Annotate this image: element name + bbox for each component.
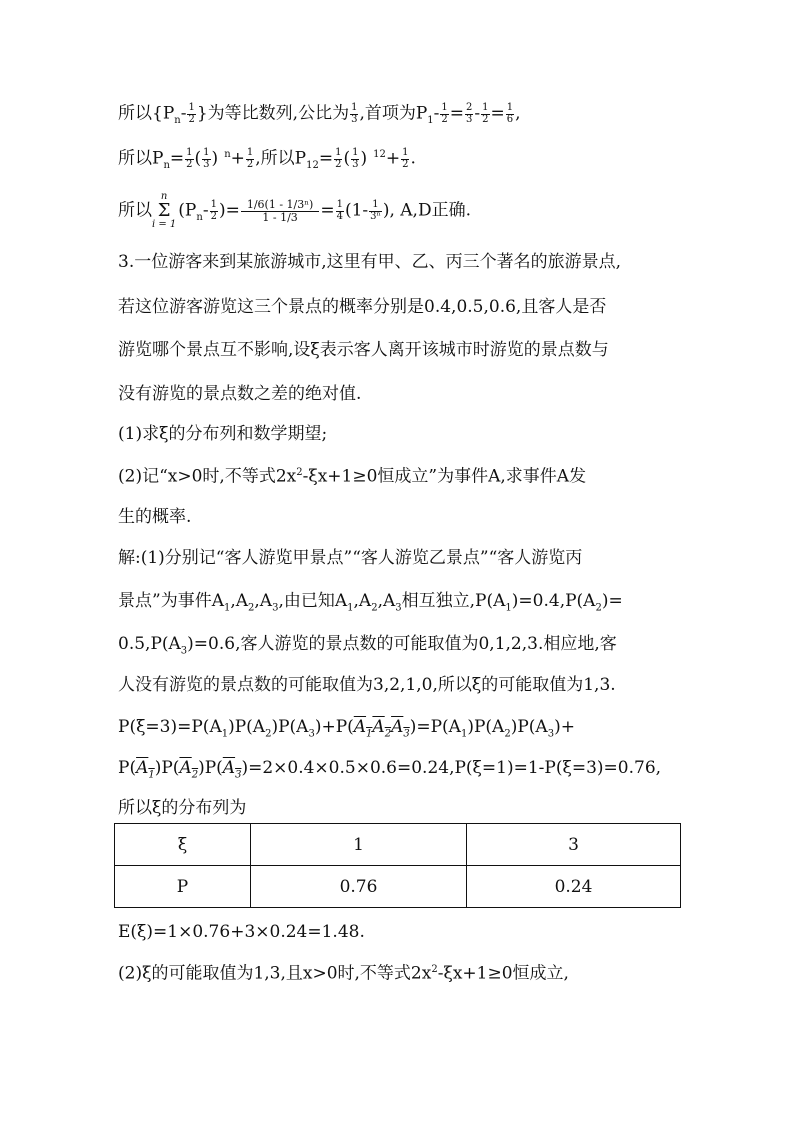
formula-line-pn bbox=[118, 148, 416, 171]
subscript: 2 bbox=[384, 728, 392, 740]
fraction bbox=[465, 103, 473, 125]
text: ) bbox=[360, 148, 368, 169]
text: ,A bbox=[254, 591, 273, 611]
text: ( bbox=[343, 148, 351, 169]
numerator: 2 bbox=[466, 102, 473, 113]
text: 所以P bbox=[118, 148, 164, 169]
text: ) bbox=[211, 148, 219, 169]
text: 相互独立,P(A bbox=[401, 591, 506, 611]
fraction bbox=[506, 103, 514, 125]
numerator: 1 bbox=[336, 199, 343, 210]
numerator: 1/6(1 - 1/3ⁿ) bbox=[241, 199, 319, 212]
numerator: 1 bbox=[441, 102, 448, 113]
solution-text bbox=[118, 719, 575, 739]
text: A bbox=[179, 758, 192, 778]
text: )P(A bbox=[271, 717, 309, 737]
text: ), A,D正确. bbox=[382, 200, 471, 221]
subscript: 2 bbox=[248, 602, 255, 614]
text: )=0.4,P(A bbox=[511, 591, 596, 611]
text: ,A bbox=[353, 591, 372, 611]
fraction bbox=[440, 103, 448, 125]
text: = bbox=[449, 103, 465, 124]
text: A bbox=[136, 758, 149, 778]
subscript: 1 bbox=[347, 602, 354, 614]
text: ,首项为P bbox=[359, 103, 428, 124]
table-header-cell: 3 bbox=[467, 824, 681, 866]
fraction bbox=[202, 148, 210, 170]
solution-text: 所以ξ的分布列为 bbox=[118, 798, 247, 818]
text: + bbox=[230, 148, 245, 169]
question-1: (1)求ξ的分布列和数学期望; bbox=[118, 424, 328, 444]
fraction bbox=[185, 148, 193, 170]
summation bbox=[152, 192, 176, 230]
numerator: 1 bbox=[352, 147, 359, 158]
text: (P bbox=[178, 200, 197, 221]
subscript: 3 bbox=[308, 728, 315, 740]
solution-text bbox=[118, 636, 617, 656]
text: = bbox=[169, 148, 185, 169]
fraction bbox=[401, 148, 409, 170]
text: -ξx+1≥0恒成立”为事件A,求事件A发 bbox=[302, 466, 587, 487]
denominator: 2 bbox=[188, 113, 195, 125]
text: )=2×0.4×0.5×0.6=0.24,P(ξ=1)=1-P(ξ=3)=0.76, bbox=[241, 758, 662, 778]
denominator: 3 bbox=[203, 158, 210, 170]
text: - bbox=[202, 200, 209, 221]
superscript: 12 bbox=[373, 148, 386, 160]
subscript: 2 bbox=[371, 602, 378, 614]
problem-text: 没有游览的景点数之差的绝对值. bbox=[118, 384, 362, 404]
numerator: 1 bbox=[369, 200, 382, 212]
formula-line-geometric bbox=[118, 103, 521, 126]
text: )=P(A bbox=[409, 717, 461, 737]
text: ,由已知A bbox=[278, 591, 348, 611]
text: P( bbox=[118, 758, 137, 778]
subscript: n bbox=[163, 159, 170, 171]
subscript: 3 bbox=[403, 728, 410, 740]
table-header-cell: ξ bbox=[115, 824, 251, 866]
text: = bbox=[318, 148, 334, 169]
numerator: 1 bbox=[203, 147, 210, 158]
fraction bbox=[246, 148, 254, 170]
subscript: n bbox=[174, 114, 181, 126]
denominator: 1 - 1/3 bbox=[262, 210, 298, 224]
text: 所以{P bbox=[118, 103, 175, 124]
table-row bbox=[115, 866, 681, 908]
subscript: 3 bbox=[180, 645, 188, 657]
fraction bbox=[334, 148, 342, 170]
solution-text bbox=[118, 965, 569, 983]
subscript: 3 bbox=[235, 769, 242, 781]
text: )+P( bbox=[314, 717, 354, 737]
denominator: 4 bbox=[336, 210, 343, 222]
subscript: 2 bbox=[504, 728, 511, 740]
subscript: 3 bbox=[272, 602, 279, 614]
problem-text: 3.一位游客来到某旅游城市,这里有甲、乙、丙三个著名的旅游景点, bbox=[118, 252, 622, 272]
table-cell: 0.24 bbox=[467, 866, 681, 908]
fraction bbox=[336, 200, 344, 222]
text: A bbox=[222, 758, 236, 778]
text: - bbox=[433, 103, 440, 124]
denominator: 2 bbox=[210, 210, 217, 222]
distribution-table bbox=[114, 823, 681, 908]
numerator: 1 bbox=[246, 147, 254, 158]
question-2 bbox=[118, 468, 586, 486]
numerator: 1 bbox=[186, 147, 193, 158]
table-header-cell: 1 bbox=[251, 824, 467, 866]
superscript: n bbox=[224, 148, 231, 160]
text: )P(A bbox=[228, 717, 266, 737]
problem-text: 游览哪个景点互不影响,设ξ表示客人离开该城市时游览的景点数与 bbox=[118, 340, 609, 360]
text: )+ bbox=[554, 717, 575, 737]
text: ( bbox=[194, 148, 202, 169]
subscript: 1 bbox=[223, 602, 231, 614]
subscript: 1 bbox=[460, 728, 468, 740]
numerator: 1 bbox=[482, 102, 489, 113]
subscript: 12 bbox=[306, 159, 319, 171]
fraction bbox=[369, 200, 382, 222]
overline-term bbox=[353, 717, 410, 740]
denominator: 3ⁿ bbox=[370, 210, 381, 222]
overline-term bbox=[222, 758, 242, 781]
question-2-cont: 生的概率. bbox=[118, 507, 192, 527]
subscript: 1 bbox=[427, 114, 434, 126]
expectation-line: E(ξ)=1×0.76+3×0.24=1.48. bbox=[118, 922, 365, 942]
text: A bbox=[391, 717, 404, 737]
denominator: 2 bbox=[186, 158, 193, 170]
subscript: 3 bbox=[395, 602, 402, 614]
denominator: 2 bbox=[441, 113, 448, 125]
subscript: 2 bbox=[191, 769, 199, 781]
denominator: 2 bbox=[482, 113, 489, 125]
table-cell: 0.76 bbox=[251, 866, 467, 908]
text: )P(A bbox=[510, 717, 548, 737]
problem-text: 若这位游客游览这三个景点的概率分别是0.4,0.5,0.6,且客人是否 bbox=[118, 297, 607, 317]
subscript: 1 bbox=[221, 728, 229, 740]
text: = bbox=[225, 200, 240, 221]
text: -ξx+1≥0恒成立, bbox=[437, 963, 569, 984]
subscript: 1 bbox=[505, 602, 512, 614]
overline-term bbox=[136, 758, 155, 781]
denominator: 3 bbox=[351, 113, 358, 125]
solution-text bbox=[118, 760, 661, 780]
text: ,A bbox=[230, 591, 249, 611]
text: ,A bbox=[377, 591, 396, 611]
text: )= bbox=[601, 591, 623, 611]
numerator: 1 bbox=[506, 102, 514, 113]
text: A bbox=[353, 717, 367, 737]
table-row bbox=[115, 824, 681, 866]
text: (2)ξ的可能取值为1,3,且x>0时,不等式2x bbox=[118, 963, 432, 984]
text: = bbox=[490, 103, 505, 124]
solution-text bbox=[118, 593, 623, 613]
numerator: 1 bbox=[210, 199, 217, 210]
denominator: 2 bbox=[335, 158, 342, 170]
text: = bbox=[320, 200, 335, 221]
denominator: 2 bbox=[402, 158, 409, 170]
text: + bbox=[385, 148, 401, 169]
subscript: 1 bbox=[148, 769, 155, 781]
overline-term bbox=[179, 758, 199, 781]
text: P(ξ=3)=P(A bbox=[118, 717, 222, 737]
text: - bbox=[180, 103, 187, 124]
text: ) bbox=[218, 200, 226, 221]
text: 0.5,P(A bbox=[118, 634, 181, 654]
solution-text: 解:(1)分别记“客人游览甲景点”“客人游览乙景点”“客人游览丙 bbox=[118, 548, 583, 568]
text: ,所以P bbox=[255, 148, 307, 169]
text: )=0.6,客人游览的景点数的可能取值为0,1,2,3.相应地,客 bbox=[187, 634, 617, 654]
text: (1- bbox=[344, 200, 369, 221]
fraction bbox=[351, 148, 359, 170]
formula-line-sum bbox=[118, 192, 471, 230]
sum-lower: i = 1 bbox=[152, 219, 177, 230]
text: 所以 bbox=[118, 200, 152, 221]
numerator: 1 bbox=[188, 102, 195, 113]
subscript: 1 bbox=[366, 728, 373, 740]
subscript: n bbox=[196, 211, 203, 223]
subscript: 2 bbox=[265, 728, 272, 740]
text: . bbox=[410, 148, 416, 169]
denominator: 3 bbox=[352, 158, 359, 170]
text: (2)记“x>0时,不等式2x bbox=[118, 466, 297, 487]
sum-upper: n bbox=[160, 191, 168, 202]
fraction bbox=[481, 103, 489, 125]
text: 景点”为事件A bbox=[118, 591, 224, 611]
numerator: 1 bbox=[335, 147, 342, 158]
text: )P(A bbox=[467, 717, 505, 737]
text: - bbox=[474, 103, 481, 124]
text: )P( bbox=[154, 758, 180, 778]
numerator: 1 bbox=[402, 147, 409, 158]
text: )P( bbox=[198, 758, 223, 778]
text: A bbox=[372, 717, 385, 737]
superscript: 2 bbox=[296, 467, 303, 478]
fraction bbox=[350, 103, 358, 125]
subscript: 2 bbox=[595, 602, 602, 614]
superscript: 2 bbox=[431, 964, 438, 975]
denominator: 6 bbox=[506, 113, 514, 125]
text: , bbox=[515, 103, 521, 124]
text: }为等比数列,公比为 bbox=[196, 103, 350, 124]
denominator: 3 bbox=[466, 113, 473, 125]
fraction bbox=[210, 200, 218, 222]
sigma-symbol: Σ bbox=[157, 200, 171, 221]
fraction bbox=[187, 103, 195, 125]
numerator: 1 bbox=[351, 102, 358, 113]
denominator: 2 bbox=[246, 158, 254, 170]
subscript: 3 bbox=[547, 728, 555, 740]
big-fraction bbox=[241, 199, 319, 223]
table-cell: P bbox=[115, 866, 251, 908]
solution-text: 人没有游览的景点数的可能取值为3,2,1,0,所以ξ的可能取值为1,3. bbox=[118, 675, 616, 695]
